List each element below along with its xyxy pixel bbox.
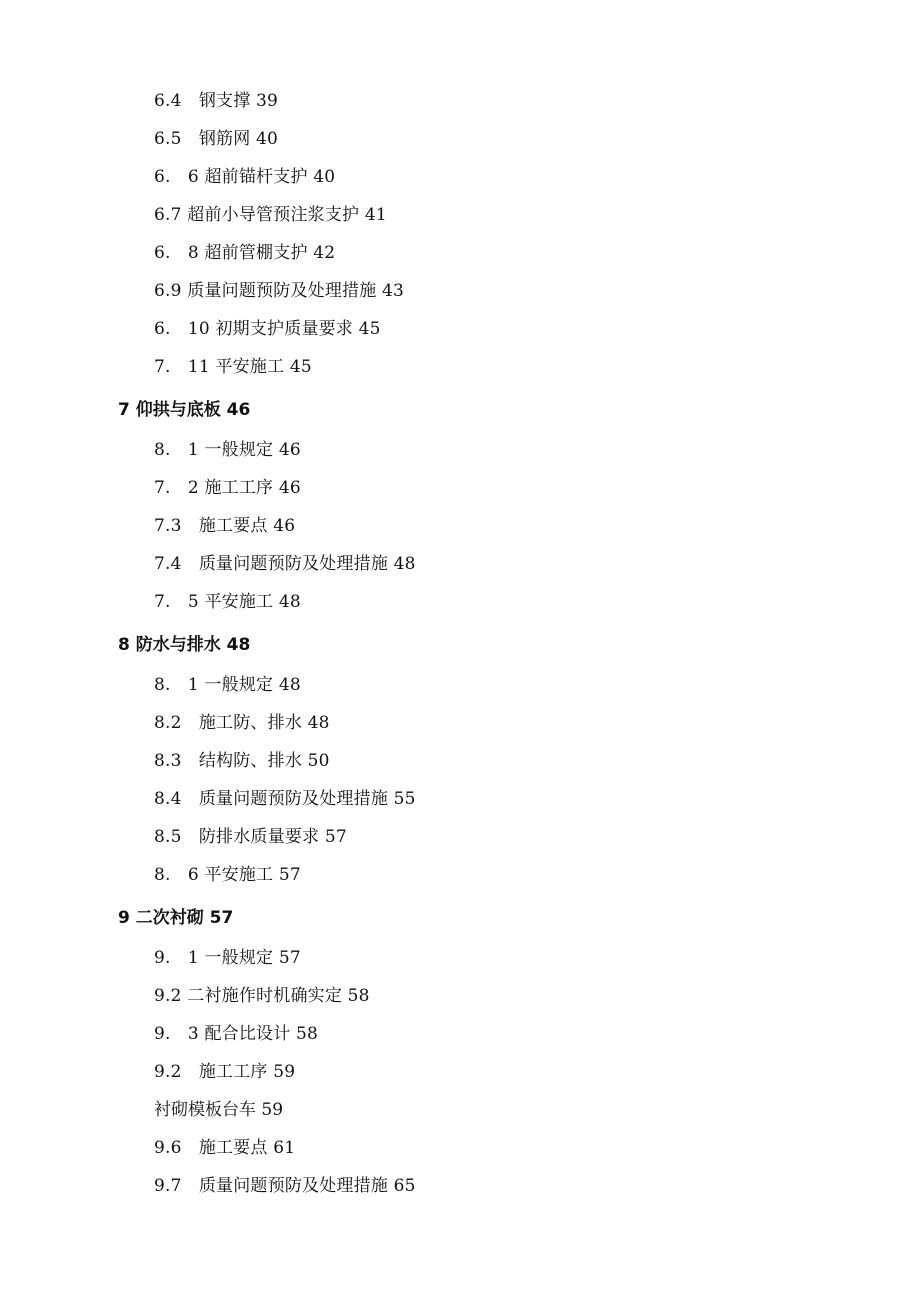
- toc-entry-lining-trolley[interactable]: 衬砌模板台车 59: [154, 1100, 284, 1120]
- toc-chapter-9[interactable]: 9 二次衬砌 57: [118, 908, 234, 928]
- toc-entry-6-10[interactable]: 6. 10 初期支护质量要求 45: [154, 319, 381, 339]
- toc-entry-7-5[interactable]: 7. 5 平安施工 48: [154, 592, 301, 612]
- toc-entry-8-1a[interactable]: 8. 1 一般规定 46: [154, 440, 301, 460]
- toc-entry-7-3[interactable]: 7.3 施工要点 46: [154, 516, 296, 536]
- toc-entry-9-6[interactable]: 9.6 施工要点 61: [154, 1138, 296, 1158]
- toc-entry-6-7[interactable]: 6.7 超前小导管预注浆支护 41: [154, 205, 387, 225]
- toc-entry-9-2b[interactable]: 9.2 施工工序 59: [154, 1062, 296, 1082]
- toc-entry-7-11[interactable]: 7. 11 平安施工 45: [154, 357, 312, 377]
- toc-entry-9-7[interactable]: 9.7 质量问题预防及处理措施 65: [154, 1176, 416, 1196]
- toc-entry-9-1[interactable]: 9. 1 一般规定 57: [154, 948, 301, 968]
- toc-entry-7-4[interactable]: 7.4 质量问题预防及处理措施 48: [154, 554, 416, 574]
- toc-entry-6-5[interactable]: 6.5 钢筋网 40: [154, 129, 279, 149]
- toc-entry-8-3[interactable]: 8.3 结构防、排水 50: [154, 751, 330, 771]
- toc-entry-9-2a[interactable]: 9.2 二衬施作时机确实定 58: [154, 986, 370, 1006]
- toc-entry-8-5[interactable]: 8.5 防排水质量要求 57: [154, 827, 347, 847]
- toc-entry-6-4[interactable]: 6.4 钢支撑 39: [154, 91, 279, 111]
- toc-entry-9-3[interactable]: 9. 3 配合比设计 58: [154, 1024, 319, 1044]
- toc-entry-6-8[interactable]: 6. 8 超前管棚支护 42: [154, 243, 336, 263]
- toc-chapter-7[interactable]: 7 仰拱与底板 46: [118, 400, 251, 420]
- toc-entry-6-9[interactable]: 6.9 质量问题预防及处理措施 43: [154, 281, 405, 301]
- toc-chapter-8[interactable]: 8 防水与排水 48: [118, 635, 251, 655]
- toc-entry-7-2[interactable]: 7. 2 施工工序 46: [154, 478, 301, 498]
- toc-entry-6-6[interactable]: 6. 6 超前锚杆支护 40: [154, 167, 336, 187]
- toc-entry-8-1[interactable]: 8. 1 一般规定 48: [154, 675, 301, 695]
- toc-entry-8-6[interactable]: 8. 6 平安施工 57: [154, 865, 301, 885]
- toc-entry-8-2[interactable]: 8.2 施工防、排水 48: [154, 713, 330, 733]
- toc-entry-8-4[interactable]: 8.4 质量问题预防及处理措施 55: [154, 789, 416, 809]
